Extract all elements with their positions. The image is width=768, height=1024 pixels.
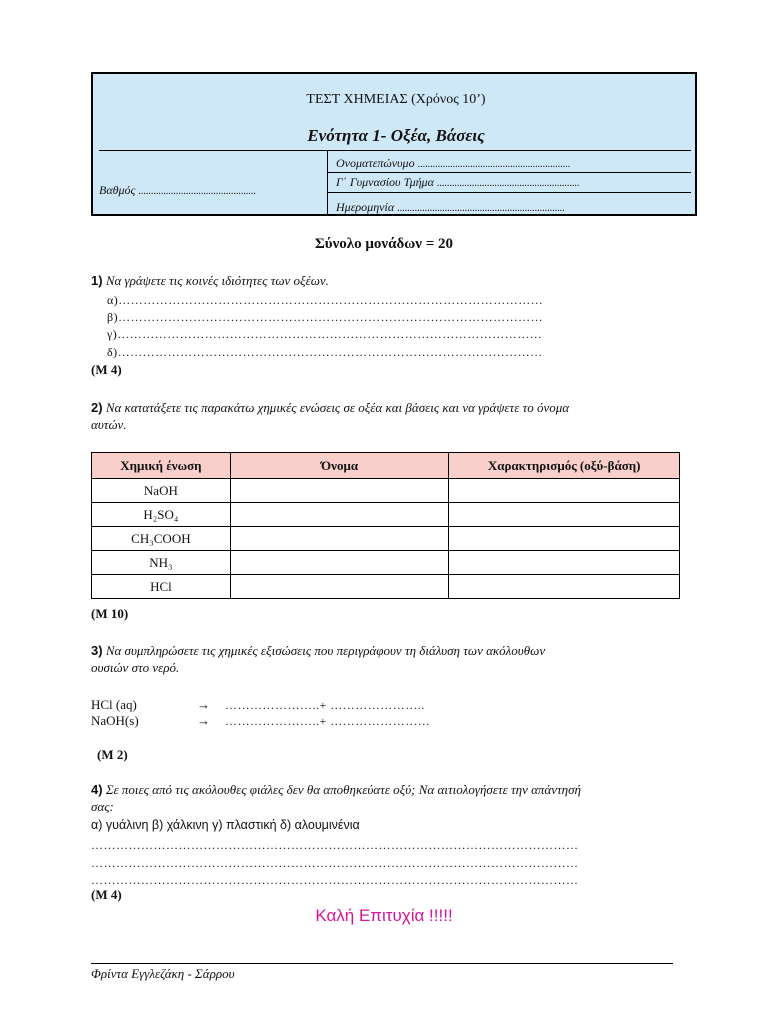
type-answer-cell[interactable] — [449, 503, 680, 527]
arrow-icon: → — [197, 713, 210, 728]
date-label: Ημερομηνία — [336, 200, 395, 214]
header-row-divider — [327, 192, 691, 193]
equation-row — [91, 713, 139, 729]
compound-cell: H₂SO₄ — [92, 503, 231, 527]
name-answer-cell[interactable] — [230, 551, 449, 575]
question-2-text-cont: αυτών. — [91, 417, 127, 432]
answer-line-d[interactable]: δ)………………………………………………………………………………………… — [107, 345, 543, 359]
question-2-number: 2) — [91, 400, 103, 415]
footer-author: Φρίντα Εγγλεζάκη - Σάρρου — [91, 966, 235, 981]
answer-line[interactable]: ……………………………………………………………………………………………………… — [91, 856, 579, 870]
name-answer-cell[interactable] — [230, 527, 449, 551]
answer-line-b[interactable]: β)………………………………………………………………………………………… — [107, 310, 544, 324]
good-luck-message: Καλή Επιτυχία !!!!! — [315, 906, 453, 925]
header-row-divider — [327, 172, 691, 173]
compound-cell: NaOH — [92, 479, 231, 503]
question-3 — [91, 643, 545, 659]
question-4-text-cont: σας: — [91, 799, 114, 814]
class-field[interactable] — [336, 175, 579, 190]
table-row — [92, 575, 680, 599]
type-answer-cell[interactable] — [449, 575, 680, 599]
grade-dots: ............................................... — [138, 186, 256, 197]
test-title: ΤΕΣΤ ΧΗΜΕΙΑΣ (Χρόνος 10’) — [306, 92, 486, 107]
question-3-text: Να συμπληρώσετε τις χημικές εξισώσεις που περιγράφουν τη διάλυση των ακόλουθων — [105, 643, 546, 658]
table-row — [92, 503, 680, 527]
compound-table — [91, 452, 680, 599]
class-dots: ......................................................... — [436, 178, 580, 189]
equation-row — [91, 697, 137, 713]
date-field[interactable] — [336, 200, 565, 215]
answer-line-c[interactable]: γ)………………………………………………………………………………………… — [107, 327, 543, 341]
answer-line[interactable]: ……………………………………………………………………………………………………… — [91, 873, 579, 887]
compound-cell: NH₃ — [92, 551, 231, 575]
class-label: Γ΄ Γυμνασίου Τμήμα — [336, 175, 434, 189]
total-points: Σύνολο μονάδων = 20 — [315, 236, 453, 252]
question-1 — [91, 273, 329, 289]
question-1-number: 1) — [91, 273, 103, 288]
name-answer-cell[interactable] — [230, 503, 449, 527]
equation-products-blank[interactable]: …………………..+ ………………….. — [225, 698, 425, 712]
question-4-text: Σε ποιες από τις ακόλουθες φιάλες δεν θα αποθηκεύατε οξύ; Να αιτιολογήσετε την απάντησή — [105, 782, 581, 797]
header-box — [91, 72, 697, 216]
question-4-options: α) γυάλινη β) χάλκινη γ) πλαστική δ) αλουμινένια — [91, 818, 360, 832]
name-field[interactable] — [336, 156, 570, 171]
question-4-marks: (Μ 4) — [91, 887, 122, 902]
grade-field[interactable] — [99, 183, 256, 198]
equation-products-blank[interactable]: …………………..+ …………………… — [225, 714, 431, 728]
question-2-text: Να κατατάξετε τις παρακάτω χημικές ενώσεις σε οξέα και βάσεις και να γράψετε το όνομα — [105, 400, 570, 415]
question-1-text: Να γράψετε τις κοινές ιδιότητες των οξέων. — [105, 273, 329, 288]
type-answer-cell[interactable] — [449, 527, 680, 551]
question-4 — [91, 782, 581, 798]
name-label: Ονοματεπώνυμο — [336, 156, 415, 170]
answer-line-a[interactable]: α)………………………………………………………………………………………… — [107, 293, 544, 307]
footer-divider — [91, 963, 673, 964]
question-3-marks: (Μ 2) — [97, 747, 128, 762]
question-4-number: 4) — [91, 782, 103, 797]
column-header-type: Χαρακτηρισμός (οξύ-βάση) — [449, 453, 680, 479]
question-2-marks: (Μ 10) — [91, 606, 129, 621]
name-answer-cell[interactable] — [230, 575, 449, 599]
column-header-compound: Χημική ένωση — [92, 453, 231, 479]
compound-cell: HCl — [92, 575, 231, 599]
question-1-marks: (Μ 4) — [91, 362, 122, 377]
type-answer-cell[interactable] — [449, 479, 680, 503]
table-header-row — [92, 453, 680, 479]
question-3-number: 3) — [91, 643, 103, 658]
column-header-name: Όνομα — [230, 453, 449, 479]
compound-cell: CH₃COOH — [92, 527, 231, 551]
unit-subtitle: Ενότητα 1- Οξέα, Βάσεις — [307, 126, 485, 145]
header-column-divider — [327, 150, 328, 216]
name-dots: ............................................................. — [417, 159, 571, 170]
header-divider — [99, 150, 691, 151]
arrow-icon: → — [197, 697, 210, 712]
type-answer-cell[interactable] — [449, 551, 680, 575]
table-row — [92, 551, 680, 575]
equation-reactant: NaOH(s) — [91, 713, 139, 728]
answer-line[interactable]: ……………………………………………………………………………………………………… — [91, 838, 579, 852]
question-2 — [91, 400, 569, 416]
equation-reactant: HCl (aq) — [91, 697, 137, 712]
grade-label: Βαθμός — [99, 183, 136, 197]
table-row — [92, 479, 680, 503]
question-3-text-cont: ουσιών στο νερό. — [91, 660, 180, 675]
table-row — [92, 527, 680, 551]
name-answer-cell[interactable] — [230, 479, 449, 503]
date-dots: ................................................................... — [397, 203, 565, 214]
